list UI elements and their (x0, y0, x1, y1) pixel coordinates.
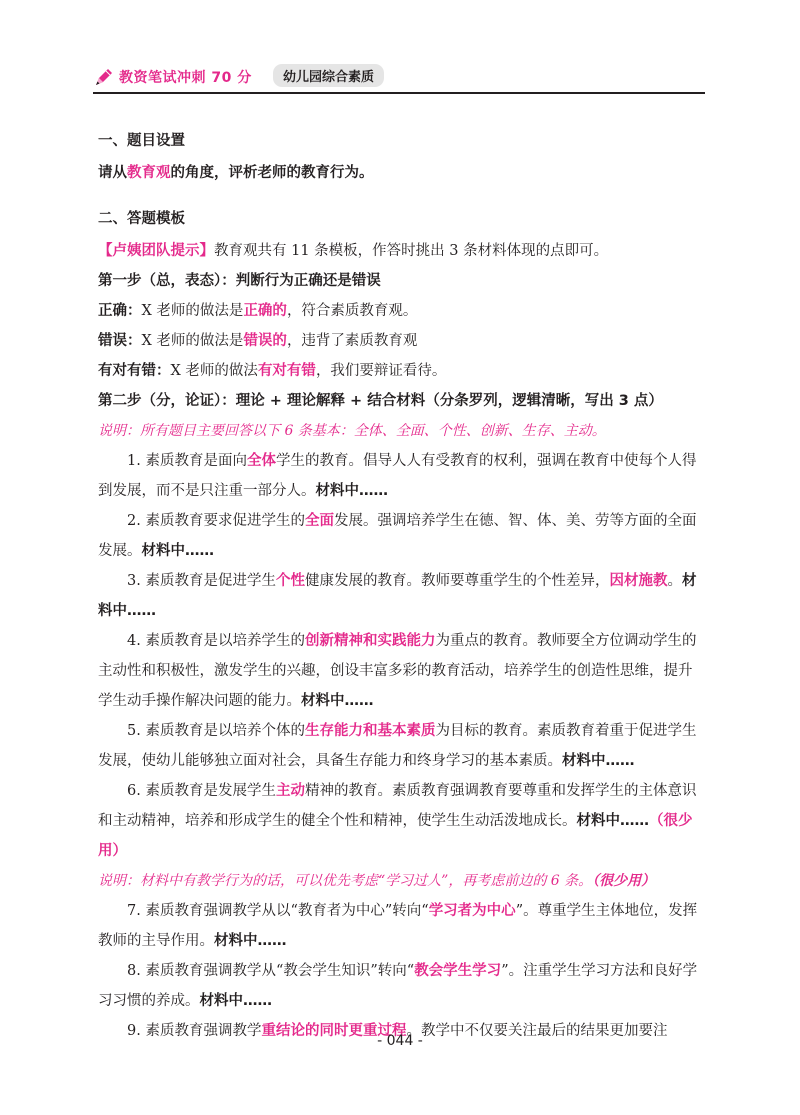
question-keyword: 教育观 (127, 165, 171, 181)
wrong-label: 错误： (98, 333, 142, 349)
tip-label: 【卢姨团队提示】 (98, 243, 214, 259)
correct-line (98, 296, 706, 326)
correct-keyword: 正确的 (243, 303, 287, 319)
correct-pre: X 老师的做法是 (141, 303, 244, 319)
wrong-keyword: 错误的 (243, 333, 287, 349)
correct-label: 正确： (98, 303, 142, 319)
item-1: 1. 素质教育是面向全体学生的教育。倡导人人有受教育的权利，强调在教育中使每个人得到发展，而不是只注重一部分人。材料中…… (98, 453, 697, 499)
note-2-text: 材料中有教学行为的话，可以优先考虑“学习过人”，再考虑前边的 6 条。 (140, 873, 593, 889)
item-4: 4. 素质教育是以培养学生的创新精神和实践能力为重点的教育。教师要全方位调动学生的主动性和积极性，激发学生的兴趣，创设丰富多彩的教育活动，培养学生的创造性思维，提升学生动手操作解决问题的能力。材料中…… (98, 633, 697, 709)
tip-text: 教育观共有 11 条模板，作答时挑出 3 条材料体现的点即可。 (214, 243, 609, 259)
mixed-line (98, 356, 706, 386)
item-8-material: 材料中…… (199, 993, 272, 1009)
wrong-line (98, 326, 706, 356)
series-title: 教资笔试冲刺 70 分 (119, 70, 252, 86)
item-6-rare-tag: （很少用） (98, 813, 693, 859)
mixed-pre: X 老师的做法 (170, 363, 258, 379)
wrong-post: ，违背了素质教育观 (286, 333, 418, 349)
note-2-rare-tag: （很少用） (592, 873, 656, 889)
item-3: 3. 素质教育是促进学生个性健康发展的教育。教师要尊重学生的个性差异，因材施教。材料中…… (98, 573, 697, 619)
note-1-label: 说明： (98, 423, 140, 439)
item-4-keyword: 创新精神和实践能力 (304, 633, 436, 649)
item-2: 2. 素质教育要求促进学生的全面发展。强调培养学生在德、智、体、美、劳等方面的全面发展。材料中…… (98, 513, 697, 559)
mixed-label: 有对有错： (98, 363, 171, 379)
question-line (98, 158, 706, 188)
note-2-label: 说明： (98, 873, 140, 889)
note-2 (98, 866, 706, 896)
question-pre: 请从 (98, 165, 127, 181)
correct-post: ，符合素质教育观。 (286, 303, 418, 319)
item-6-keyword: 主动 (275, 783, 305, 799)
page-number: - 044 - (377, 1033, 423, 1049)
item-4-material: 材料中…… (301, 693, 374, 709)
tip-line (98, 236, 706, 266)
step1-line: 第一步（总，表态）：判断行为正确还是错误 (98, 273, 381, 289)
header-rule (93, 92, 705, 94)
item-3-material: 材料中…… (98, 573, 697, 619)
item-9-keyword: 重结论的同时更重过程 (261, 1023, 407, 1039)
item-8: 8. 素质教育强调教学从“教会学生知识”转向“教会学生学习”。注重学生学习方法和良好学习习惯的养成。材料中…… (98, 963, 698, 1009)
item-6-material: 材料中…… (576, 813, 649, 829)
subject-tag: 幼儿园综合素质 (273, 64, 384, 87)
item-5-material: 材料中…… (562, 753, 635, 769)
section-heading-1: 一、题目设置 (98, 133, 185, 149)
page-header (93, 60, 705, 92)
item-8-keyword: 教会学生学习 (414, 963, 502, 979)
item-1-material: 材料中…… (315, 483, 388, 499)
item-7-keyword: 学习者为中心 (428, 903, 516, 919)
item-1-keyword: 全体 (246, 453, 276, 469)
mixed-keyword: 有对有错 (257, 363, 316, 379)
pencil-icon (93, 66, 115, 88)
note-1 (98, 416, 706, 446)
mixed-post: ，我们要辩证看待。 (315, 363, 447, 379)
item-3-keyword-2: 因材施教 (609, 573, 668, 589)
item-7-material: 材料中…… (214, 933, 287, 949)
item-5: 5. 素质教育是以培养个体的生存能力和基本素质为目标的教育。素质教育着重于促进学生发展，使幼儿能够独立面对社会，具备生存能力和终身学习的基本素质。材料中…… (98, 723, 697, 769)
section-heading-2: 二、答题模板 (98, 211, 185, 227)
question-post: 的角度，评析老师的教育行为。 (170, 165, 374, 181)
item-6: 6. 素质教育是发展学生主动精神的教育。素质教育强调教育要尊重和发挥学生的主体意识和主动精神，培养和形成学生的健全个性和精神，使学生生动活泼地成长。材料中……（很少用） (98, 783, 697, 859)
item-3-keyword: 个性 (275, 573, 305, 589)
main-content (98, 124, 706, 1046)
item-5-keyword: 生存能力和基本素质 (304, 723, 436, 739)
wrong-pre: X 老师的做法是 (141, 333, 244, 349)
item-9: 9. 素质教育强调教学重结论的同时更重过程。教学中不仅要关注最后的结果更加要注 (127, 1023, 668, 1039)
item-2-material: 材料中…… (141, 543, 214, 559)
item-2-keyword: 全面 (304, 513, 334, 529)
item-7: 7. 素质教育强调教学从以“教育者为中心”转向“学习者为中心”。尊重学生主体地位，发挥教师的主导作用。材料中…… (98, 903, 698, 949)
note-1-text: 所有题目主要回答以下 6 条基本：全体、全面、个性、创新、生存、主动。 (140, 423, 606, 439)
step2-line: 第二步（分，论证）：理论 + 理论解释 + 结合材料（分条罗列，逻辑清晰，写出 3 点） (98, 393, 663, 409)
